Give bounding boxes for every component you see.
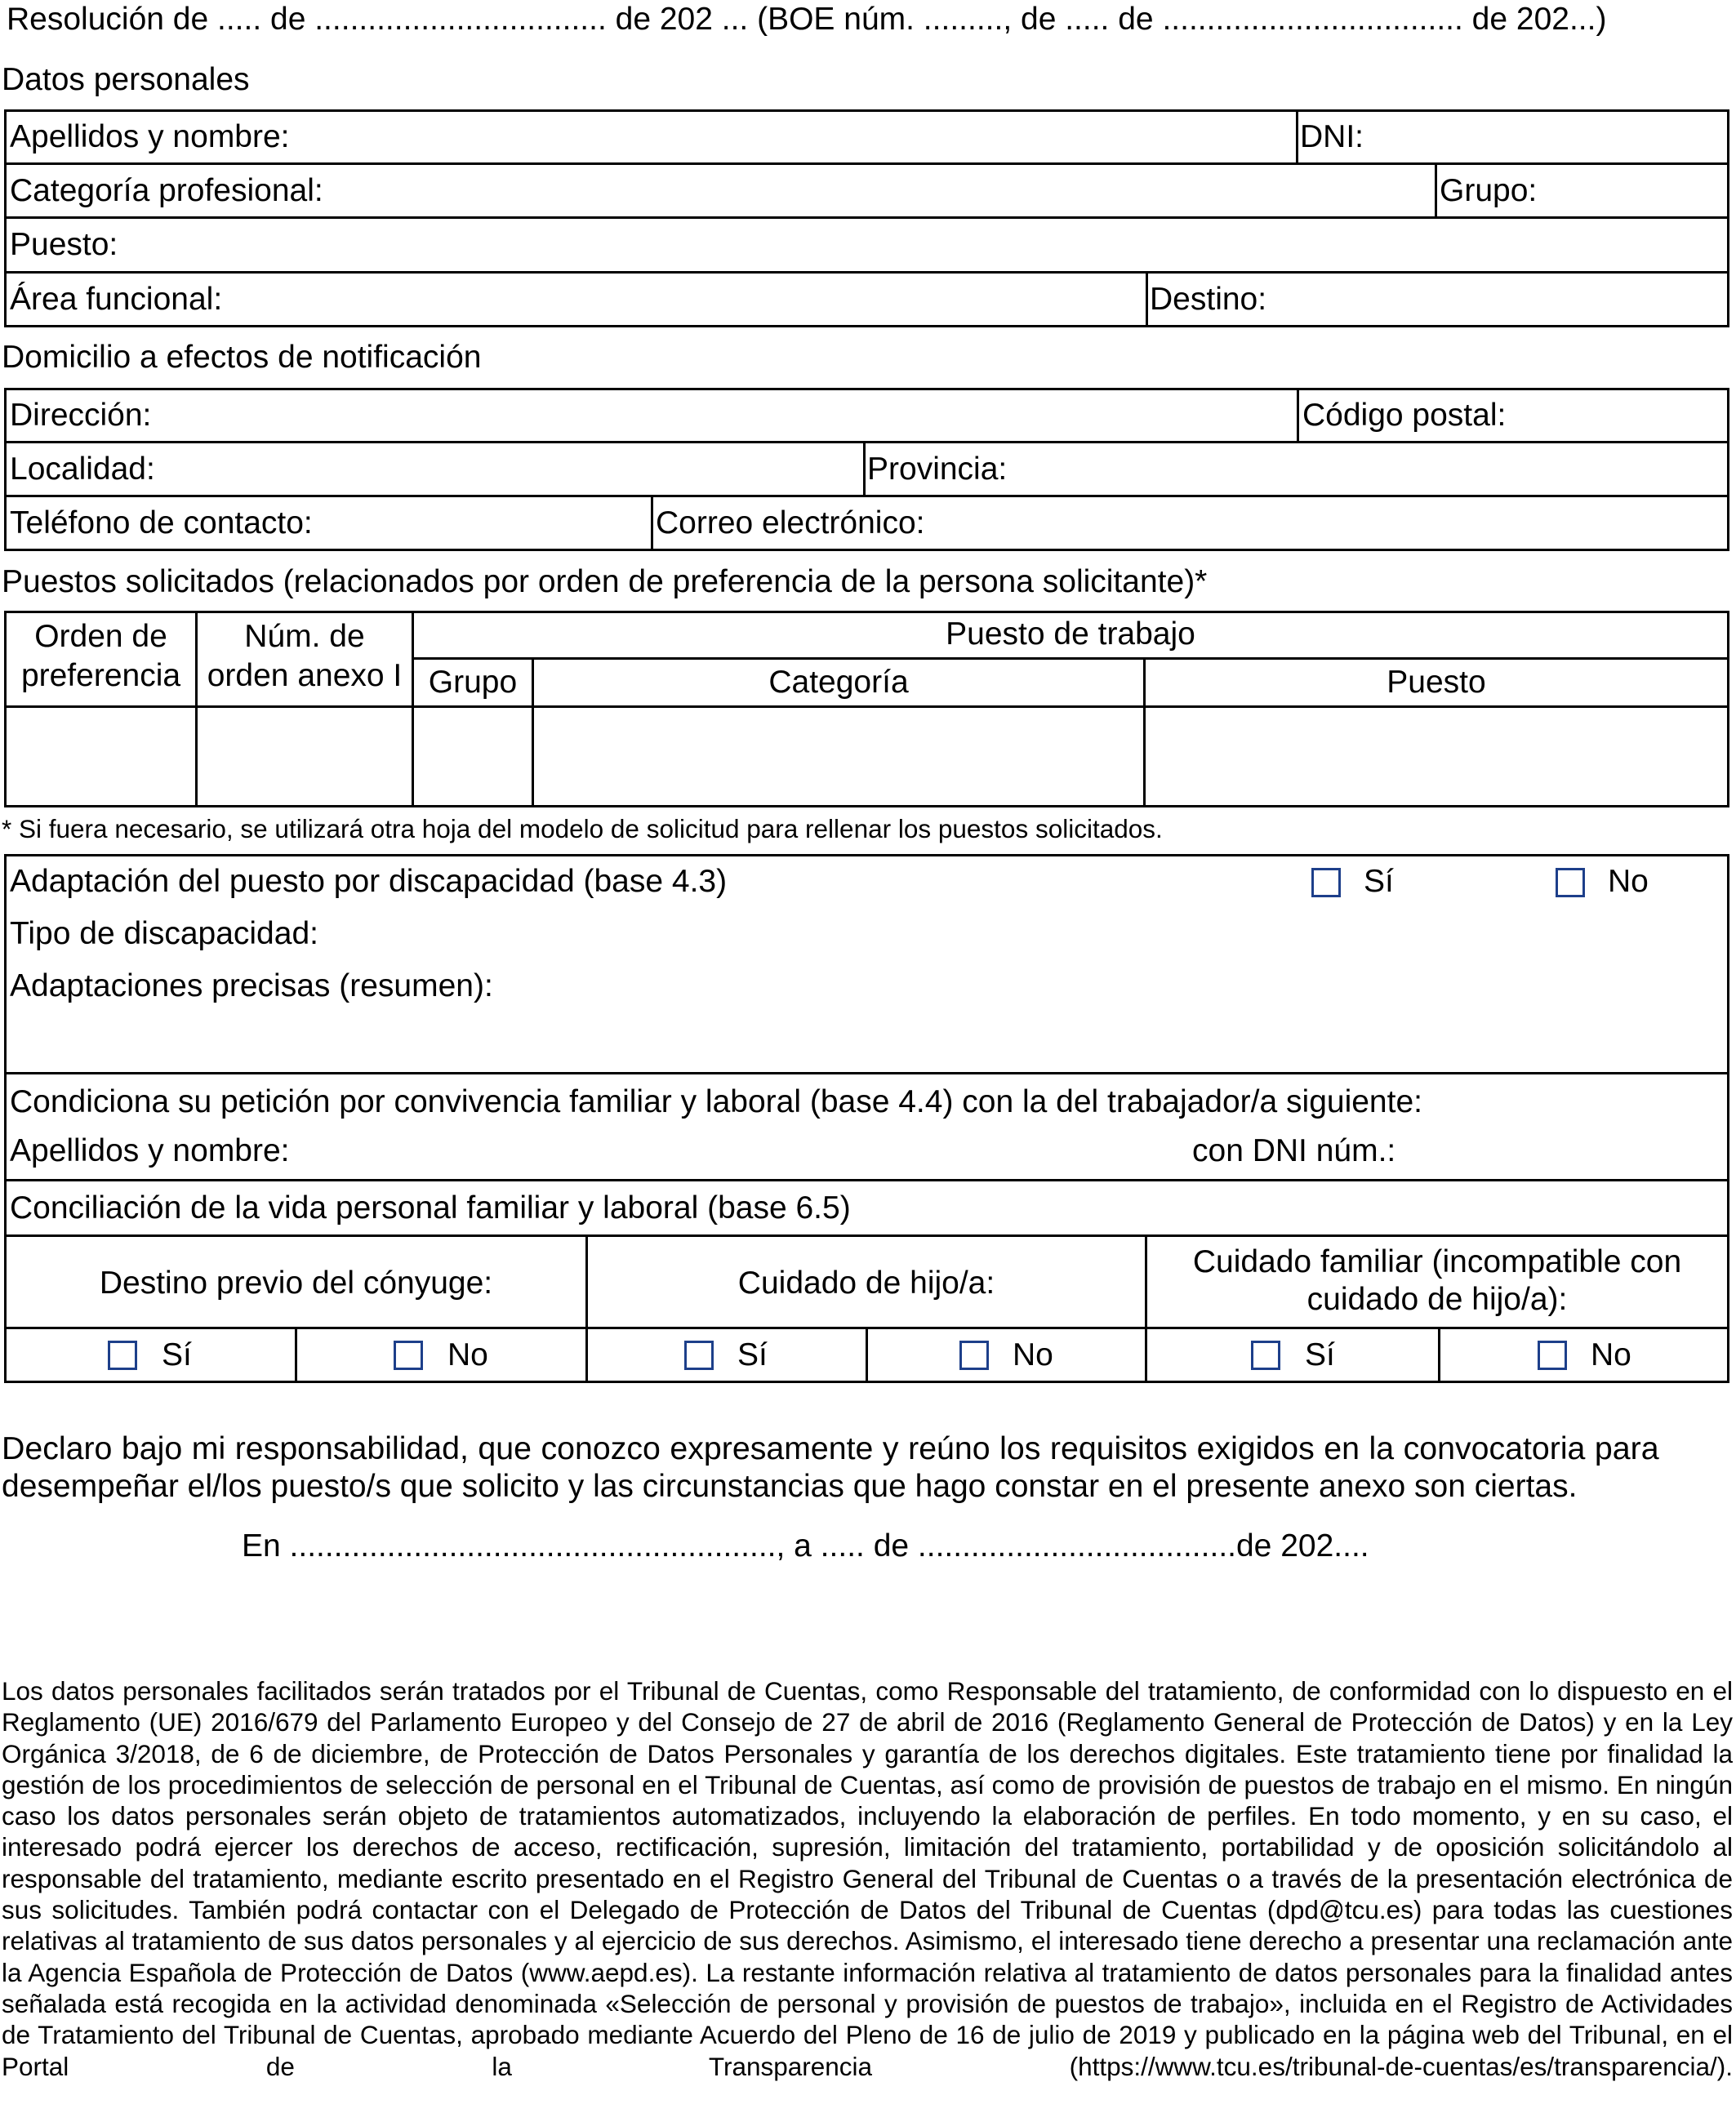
name-field[interactable]: Apellidos y nombre: (10, 119, 290, 154)
divider (4, 1234, 1729, 1237)
divider (863, 441, 866, 496)
child-care-label: Cuidado de hijo/a: (737, 1266, 995, 1301)
divider (1296, 109, 1298, 163)
divider (4, 216, 1729, 219)
family-care-label-line2: cuidado de hijo/a): (1306, 1282, 1568, 1317)
child-yes-checkbox[interactable] (684, 1341, 714, 1370)
divider (866, 1327, 868, 1382)
adaptation-no-label: No (1608, 864, 1649, 899)
posts-section-title: Puestos solicitados (relacionados por orden de preferencia de la persona solicitante)* (2, 564, 1208, 599)
adaptation-no-checkbox[interactable] (1556, 868, 1585, 897)
declaration-line1: Declaro bajo mi responsabilidad, que conozco expresamente y reúno los requisitos exigidos en la convocatoria para (2, 1430, 1659, 1466)
adaptation-yes-label: Sí (1364, 864, 1394, 899)
col-group: Grupo (428, 665, 518, 700)
divider (4, 1072, 1729, 1074)
divider (651, 495, 653, 550)
divider (4, 162, 1729, 165)
child-yes-label: Sí (737, 1337, 768, 1372)
divider (4, 271, 1729, 274)
spouse-yes-checkbox[interactable] (108, 1341, 137, 1370)
privacy-notice: Los datos personales facilitados serán tratados por el Tribunal de Cuentas, como Responsable del tratamiento, de conformidad con lo dispuesto en el Reglamento (UE) 2016/679 del Parlamento Europeo y del Consejo de 27 de abril de 2016 (Reglamento General de Protección de Datos) y en la Ley Orgánica 3/2018, de 6 de diciembre, de Protección de Datos Personales y garantía de los derechos digitales. Este tratamiento tiene por finalidad la gestión de los procedimientos de selección de personal en el Tribunal de Cuentas, así como de provisión de puestos de trabajo en el mismo. En ningún caso los datos personales serán objeto de tratamientos automatizados, incluyendo la elaboración de perfiles. En todo momento, y en su caso, el interesado podrá ejercer los derechos de acceso, rectificación, supresión, limitación del tratamiento, portabilidad y de oposición solicitándolo al responsable del tratamiento, mediante escrito presentado en el Registro General del Tribunal de Cuentas o a través de la presentación electrónica de sus solicitudes. También podrá contactar con el Delegado de Protección de Datos del Tribunal de Cuentas (dpd@tcu.es) para todas las cuestiones relativas al tratamiento de sus datos personales y al ejercicio de sus derechos. Asimismo, el interesado tiene derecho a presentar una reclamación ante la Agencia Española de Protección de Datos (www.aepd.es). La restante información relativa al tratamiento de datos personales para la finalidad antes señalada está recogida en la actividad denominada «Selección de personal y provisión de puestos de trabajo», incluida en el Registro de Actividades de Tratamiento del Tribunal de Cuentas, aprobado mediante Acuerdo del Pleno de 16 de julio de 2019 y publicado en la página web del Tribunal, en el Portal de la Transparencia (https://www.tcu.es/tribunal-de-cuentas/es/transparencia/). (2, 1676, 1733, 2081)
spouse-no-checkbox[interactable] (394, 1341, 423, 1370)
adaptations-field[interactable]: Adaptaciones precisas (resumen): (10, 968, 493, 1003)
adaptation-yes-checkbox[interactable] (1311, 868, 1341, 897)
family-no-label: No (1591, 1337, 1631, 1372)
adaptation-label: Adaptación del puesto por discapacidad (base 4.3) (10, 864, 728, 899)
col-post: Puesto (1387, 665, 1486, 700)
area-field[interactable]: Área funcional: (10, 282, 223, 317)
conciliation-title: Conciliación de la vida personal familiar y laboral (base 6.5) (10, 1190, 851, 1226)
divider (1438, 1327, 1440, 1382)
post-field[interactable]: Puesto: (10, 227, 118, 262)
phone-field[interactable]: Teléfono de contacto: (10, 505, 313, 540)
child-no-checkbox[interactable] (959, 1341, 989, 1370)
postal-code-field[interactable]: Código postal: (1302, 398, 1507, 433)
divider (4, 1179, 1729, 1181)
spouse-label: Destino previo del cónyuge: (99, 1266, 493, 1301)
divider (4, 495, 1729, 497)
divider (1435, 162, 1437, 217)
col-annex-line1: Núm. de (244, 619, 365, 654)
col-job: Puesto de trabajo (946, 616, 1195, 652)
province-field[interactable]: Provincia: (867, 452, 1008, 487)
resolution-line: Resolución de ..... de ................................. de 202 ... (BOE núm. ........., de ..... de .................................. de 202...) (7, 2, 1607, 37)
divider (1297, 388, 1299, 442)
divider (4, 705, 1729, 708)
spouse-yes-label: Sí (162, 1337, 192, 1372)
divider (585, 1234, 588, 1382)
family-yes-label: Sí (1305, 1337, 1335, 1372)
cohabitation-dni-field[interactable]: con DNI núm.: (1192, 1133, 1396, 1168)
divider (412, 657, 1729, 660)
street-field[interactable]: Dirección: (10, 398, 152, 433)
col-order-line1: Orden de (34, 619, 167, 654)
spouse-no-label: No (447, 1337, 488, 1372)
posts-footnote: * Si fuera necesario, se utilizará otra hoja del modelo de solicitud para rellenar los puestos solicitados. (2, 814, 1163, 843)
disability-type-field[interactable]: Tipo de discapacidad: (10, 916, 318, 951)
divider (295, 1327, 297, 1382)
cohabitation-name-field[interactable]: Apellidos y nombre: (10, 1133, 290, 1168)
dni-field[interactable]: DNI: (1300, 119, 1364, 154)
divider (1146, 271, 1148, 327)
family-yes-checkbox[interactable] (1251, 1341, 1280, 1370)
category-field[interactable]: Categoría profesional: (10, 173, 323, 208)
col-order-line2: preferencia (20, 658, 181, 693)
child-no-label: No (1013, 1337, 1053, 1372)
address-section-title: Domicilio a efectos de notificación (2, 340, 482, 375)
family-no-checkbox[interactable] (1538, 1341, 1567, 1370)
family-care-label-line1: Cuidado familiar (incompatible con (1192, 1244, 1682, 1279)
place-date-line[interactable]: En ......................................................., a ..... de ....................................de 202.... (242, 1528, 1369, 1564)
col-annex-line2: orden anexo I (207, 658, 403, 693)
personal-section-title: Datos personales (2, 62, 250, 97)
cohabitation-condition-label: Condiciona su petición por convivencia familiar y laboral (base 4.4) con la del trabajador/a siguiente: (10, 1084, 1422, 1119)
declaration-line2: desempeñar el/los puesto/s que solicito y las circunstancias que hago constar en el presente anexo son ciertas. (2, 1469, 1578, 1504)
destination-field[interactable]: Destino: (1150, 282, 1267, 317)
locality-field[interactable]: Localidad: (10, 452, 155, 487)
col-category: Categoría (768, 665, 909, 700)
email-field[interactable]: Correo electrónico: (656, 505, 925, 540)
divider (4, 441, 1729, 443)
group-field[interactable]: Grupo: (1440, 173, 1538, 208)
